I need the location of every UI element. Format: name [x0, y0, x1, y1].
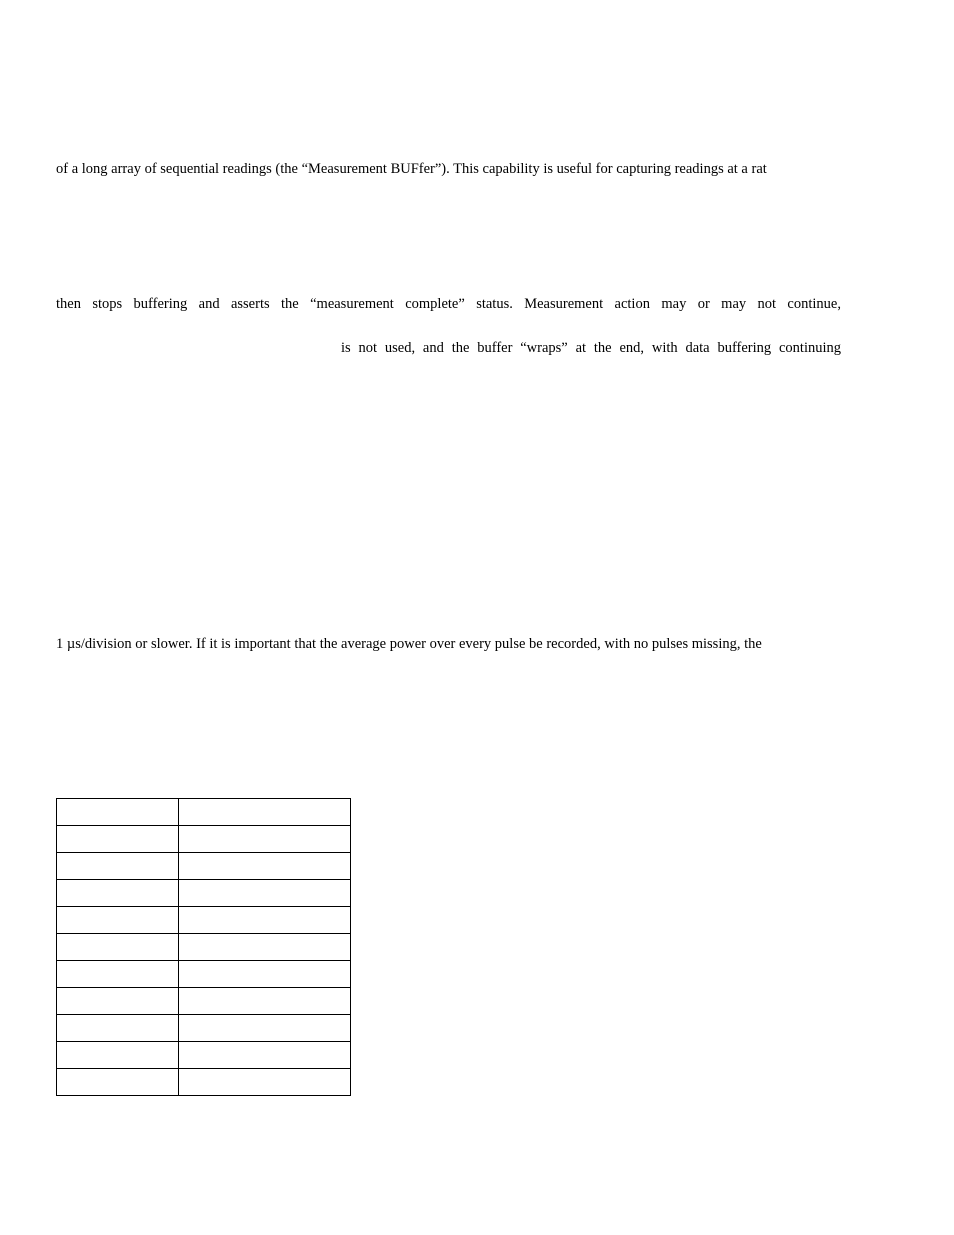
- table-cell: [179, 799, 351, 826]
- table-cell: [57, 799, 179, 826]
- paragraph-line: of a long array of sequential readings (the “Measurement BUFfer”). This capability is useful for capturing readings at a rat: [56, 161, 767, 177]
- table-cell: [57, 961, 179, 988]
- table-row: [57, 961, 351, 988]
- table-cell: [179, 961, 351, 988]
- table-cell: [57, 988, 179, 1015]
- table-row: [57, 799, 351, 826]
- table-cell: [57, 826, 179, 853]
- table-cell: [57, 934, 179, 961]
- table-cell: [57, 1015, 179, 1042]
- table-cell: [57, 880, 179, 907]
- table-cell: [179, 853, 351, 880]
- table-row: [57, 826, 351, 853]
- data-table: [56, 798, 351, 1096]
- table-cell: [179, 1042, 351, 1069]
- table-cell: [57, 853, 179, 880]
- paragraph-line: is not used, and the buffer “wraps” at the end, with data buffering continuing: [341, 340, 841, 356]
- paragraph-line: 1 µs/division or slower. If it is important that the average power over every pulse be recorded, with no pulses missing, the: [56, 636, 762, 652]
- table-cell: [179, 907, 351, 934]
- table-row: [57, 1015, 351, 1042]
- paragraph-line: then stops buffering and asserts the “measurement complete” status. Measurement action may or may not continue,: [56, 296, 841, 312]
- table-row: [57, 988, 351, 1015]
- table-cell: [57, 1042, 179, 1069]
- table-cell: [179, 880, 351, 907]
- table-cell: [57, 1069, 179, 1096]
- table-cell: [179, 826, 351, 853]
- table-cell: [179, 1069, 351, 1096]
- table-cell: [179, 988, 351, 1015]
- table-cell: [179, 1015, 351, 1042]
- table-row: [57, 934, 351, 961]
- table-cell: [179, 934, 351, 961]
- table-row: [57, 907, 351, 934]
- table-row: [57, 853, 351, 880]
- table-cell: [57, 907, 179, 934]
- table-row: [57, 1042, 351, 1069]
- table-row: [57, 1069, 351, 1096]
- table-row: [57, 880, 351, 907]
